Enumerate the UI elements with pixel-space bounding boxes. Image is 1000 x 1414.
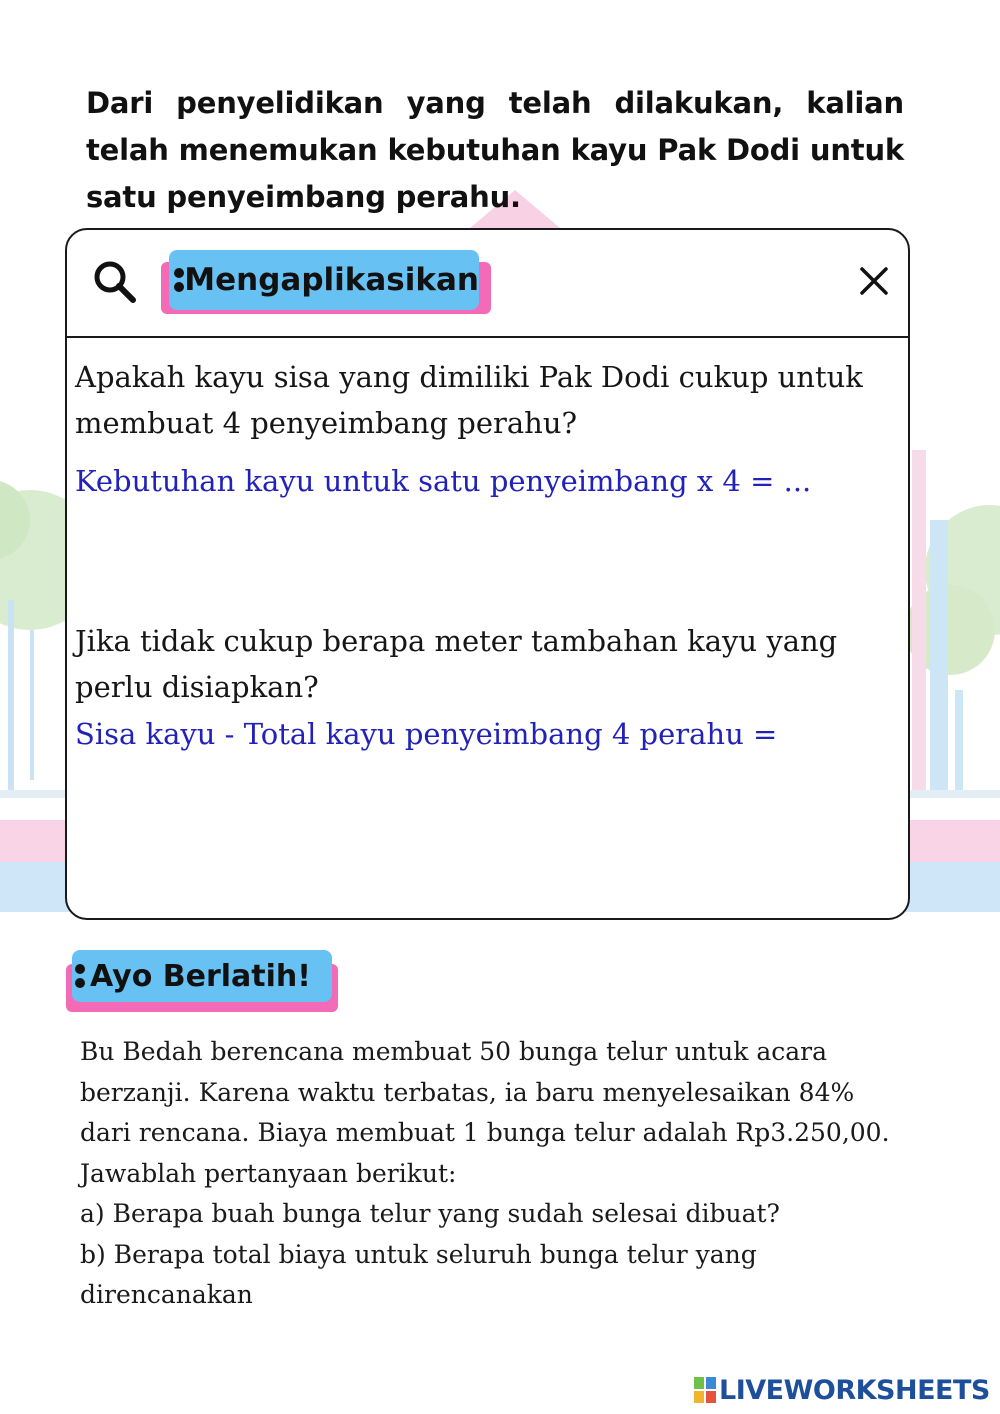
apply-title: Mengaplikasikan	[184, 262, 479, 298]
brand	[694, 1372, 990, 1408]
brand-name: LIVEWORKSHEETS	[719, 1374, 990, 1406]
question-2: Jika tidak cukup berapa meter tambahan kayu yang perlu disiapkan?	[75, 624, 838, 704]
practice-line: direncanakan	[80, 1280, 253, 1309]
apply-card	[65, 228, 910, 920]
practice-line: Bu Bedah berencana membuat 50 bunga telur untuk acara	[80, 1037, 828, 1066]
apply-tag	[161, 250, 491, 308]
colon-icon	[74, 961, 86, 991]
practice-question-a: a) Berapa buah bunga telur yang sudah selesai dibuat?	[80, 1199, 780, 1228]
hint-2: Sisa kayu - Total kayu penyeimbang 4 perahu =	[75, 717, 778, 751]
card-header	[67, 230, 908, 338]
practice-line: berzanji. Karena waktu terbatas, ia baru menyelesaikan 84%	[80, 1077, 855, 1107]
practice-question-b: b) Berapa total biaya untuk seluruh bunga telur yang	[80, 1239, 757, 1269]
practice-tag	[66, 950, 338, 1012]
practice-line: Jawablah pertanyaan berikut:	[80, 1158, 457, 1188]
search-icon[interactable]	[91, 258, 139, 306]
practice-title: Ayo Berlatih!	[90, 958, 311, 994]
practice-line: dari rencana. Biaya membuat 1 bunga telur adalah Rp3.250,00.	[80, 1118, 890, 1147]
practice-body	[80, 1032, 940, 1316]
question-1: Apakah kayu sisa yang dimiliki Pak Dodi cukup untuk membuat 4 penyeimbang perahu?	[75, 360, 863, 440]
hint-1: Kebutuhan kayu untuk satu penyeimbang x 4 = ...	[75, 464, 812, 498]
liveworksheets-logo-icon	[694, 1377, 716, 1403]
colon-icon	[173, 265, 180, 295]
close-icon[interactable]	[857, 264, 891, 298]
intro-text: Dari penyelidikan yang telah dilakukan, kalian telah menemukan kebutuhan kayu Pak Dodi untuk satu penyeimbang perahu.	[86, 86, 904, 214]
